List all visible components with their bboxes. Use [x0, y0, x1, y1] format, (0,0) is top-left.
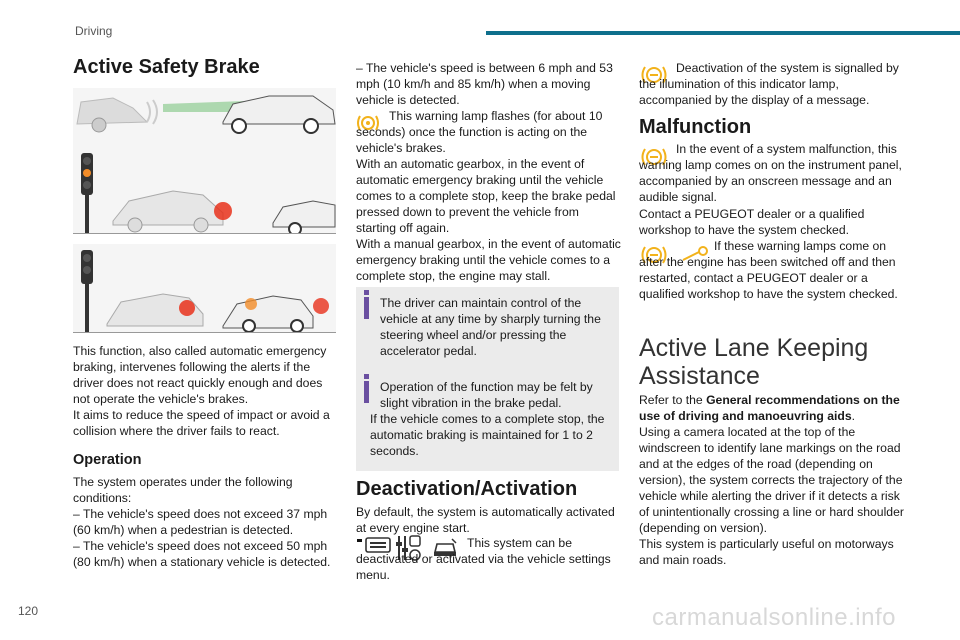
note-text: The driver can maintain control of the vehicle at any time by sharply turning the steering wheel and/or pressing the accelerator pedal. — [380, 296, 601, 358]
illustration-traffic-light-braking — [73, 145, 336, 234]
page-number: 120 — [18, 604, 39, 618]
lane-keeping-usage: This system is particularly useful on motorways and main roads. — [639, 537, 894, 567]
deactivation-default-text: By default, the system is automatically activated at every engine start. — [356, 505, 615, 535]
lamp-flash-text: This warning lamp flashes (for about 10 seconds) once the function is acting on the vehicle's brakes. — [356, 109, 603, 155]
condition-pedestrian: – The vehicle's speed does not exceed 37 mph (60 km/h) when a pedestrian is detected. — [73, 507, 328, 537]
intro-paragraph: This function, also called automatic emergency braking, intervenes following the alerts if the driver does not react quickly enough and does not operate the vehicle's brakes. — [73, 344, 327, 406]
lane-keeping-heading: Active Lane Keeping Assistance — [639, 334, 869, 390]
operation-intro: The system operates under the following conditions: — [73, 475, 293, 505]
header-accent-bar — [486, 31, 960, 35]
lamps-restart-text: If these warning lamps come on after the engine has been switched off and then restarted, contact a PEUGEOT dealer or a qualified workshop to have the system checked. — [639, 239, 898, 301]
watermark: carmanualsonline.info — [652, 604, 896, 631]
operation-heading: Operation — [73, 452, 142, 468]
note-text: Operation of the function may be felt by slight vibration in the brake pedal. — [380, 380, 593, 410]
note-text-stop: If the vehicle comes to a complete stop, the automatic braking is maintained for 1 to 2 seconds. — [370, 412, 605, 458]
deactivation-menu-text: This system can be deactivated or activated via the vehicle settings menu. — [356, 536, 611, 582]
deactivation-signal-text: Deactivation of the system is signalled by the illumination of this indicator lamp, accompanied by the display of a message. — [639, 61, 899, 107]
reference-suffix: . — [851, 409, 856, 423]
aim-paragraph: It aims to reduce the speed of impact or avoid a collision where the driver fails to react. — [73, 408, 330, 438]
lane-keeping-description: Using a camera located at the top of the windscreen to identify lane markings on the road and at the edges of the road (depending on version), the system corrects the trajectory of the vehicle while alerting the driver if it detects a risk of unintentionally crossing a line or hard shoulder (depending on version). — [639, 425, 904, 535]
manual-gearbox-text: With a manual gearbox, in the event of automatic emergency braking until the vehicle comes to a complete stop, the engine may stall. — [356, 237, 621, 283]
condition-moving: – The vehicle's speed is between 6 mph and 53 mph (10 km/h and 85 km/h) when a moving vehicle is detected. — [356, 61, 613, 107]
automatic-gearbox-text: With an automatic gearbox, in the event of automatic emergency braking until the vehicle comes to a complete stop, keep the brake pedal pressed down to prevent the vehicle from starting off again. — [356, 157, 616, 235]
reference-prefix: Refer to the — [639, 393, 707, 407]
page-title: Active Safety Brake — [73, 56, 260, 78]
lane-keeping-reference — [639, 392, 905, 424]
info-note-brake-vibration — [356, 371, 619, 471]
info-note-driver-control — [356, 287, 619, 374]
condition-stationary: – The vehicle's speed does not exceed 50 mph (80 km/h) when a stationary vehicle is detected. — [73, 539, 331, 569]
malfunction-text: In the event of a system malfunction, this warning lamp comes on on the instrument panel, accompanied by an onscreen message and an audible signal. — [639, 142, 902, 204]
section-header: Driving — [75, 24, 113, 38]
illustration-multi-vehicle-braking — [73, 244, 336, 333]
malfunction-contact-text: Contact a PEUGEOT dealer or a qualified workshop to have the system checked. — [639, 207, 865, 237]
reference-link-text: General recommendations on the use of driving and manoeuvring aids — [639, 393, 900, 423]
malfunction-heading: Malfunction — [639, 116, 752, 138]
deactivation-heading: Deactivation/Activation — [356, 478, 578, 500]
